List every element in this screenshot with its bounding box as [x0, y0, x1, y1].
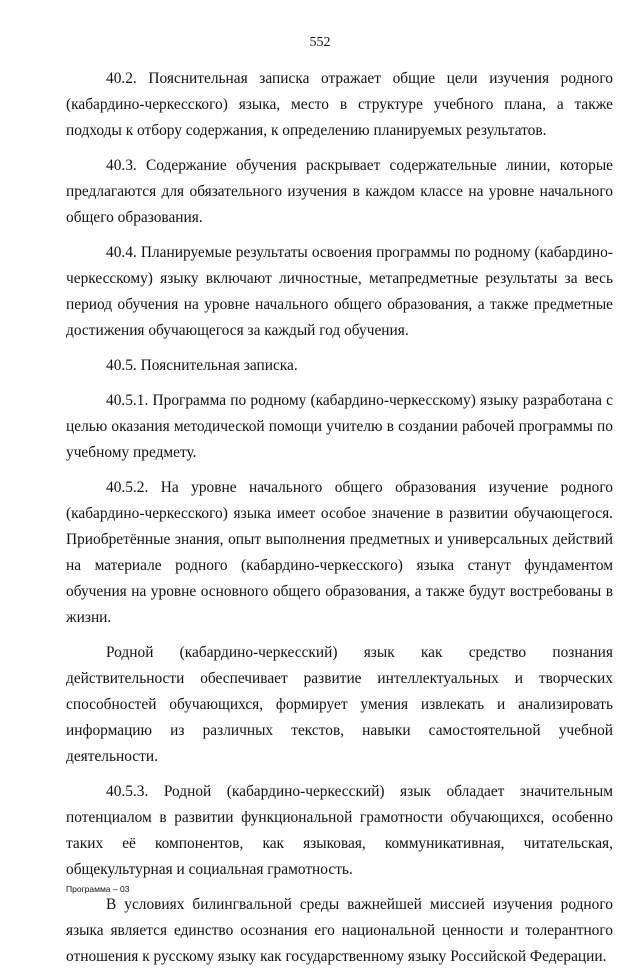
paragraph-40-2: 40.2. Пояснительная записка отражает общие цели изучения родного (кабардино-черкесского) языка, место в структуре учебного плана, а также подходы к отбору содержания, к определению планируемых результатов. [66, 70, 613, 139]
paragraph-bilingual-environment: В условиях билингвальной среды важнейшей миссией изучения родного языка является единство осознания его национальной ценности и толерантного отношения к русскому языку как государственному языку Российской Федерации. [66, 896, 613, 965]
paragraph-40-4: 40.4. Планируемые результаты освоения программы по родному (кабардино-черкесскому) языку включают личностные, метапредметные результаты за весь период обучения на уровне начального общего образования, а также предметные достижения обучающегося за каждый год обучения. [66, 244, 613, 339]
document-body [66, 66, 613, 979]
paragraph-40-5: 40.5. Пояснительная записка. [106, 357, 298, 374]
paragraph-native-language: Родной (кабардино-черкесский) язык как средство познания действительности обеспечивает развитие интеллектуальных и творческих способностей обучающихся, формирует умения извлекать и анализировать информацию из различных текстов, навыки самостоятельной учебной деятельности. [66, 644, 613, 765]
paragraph-40-3: 40.3. Содержание обучения раскрывает содержательные линии, которые предлагаются для обязательного изучения в каждом классе на уровне начального общего образования. [66, 157, 613, 226]
paragraph-40-5-3: 40.5.3. Родной (кабардино-черкесский) язык обладает значительным потенциалом в развитии функциональной грамотности обучающихся, особенно таких её компонентов, как языковая, коммуникативная, читательская, общекультурная и социальная грамотность. [66, 783, 613, 878]
paragraph-40-5-2: 40.5.2. На уровне начального общего образования изучение родного (кабардино-черкесского) языка имеет особое значение в развитии обучающегося. Приобретённые знания, опыт выполнения предметных и универсальных действий на материале родного (кабардино-черкесского) языка станут фундаментом обучения на уровне основного общего образования, а также будут востребованы в жизни. [66, 479, 613, 626]
footer-program-label: Программа – 03 [66, 884, 130, 894]
paragraph-40-5-1: 40.5.1. Программа по родному (кабардино-черкесскому) языку разработана с целью оказания методической помощи учителю в создании рабочей программы по учебному предмету. [66, 392, 613, 461]
page-number: 552 [309, 35, 331, 50]
